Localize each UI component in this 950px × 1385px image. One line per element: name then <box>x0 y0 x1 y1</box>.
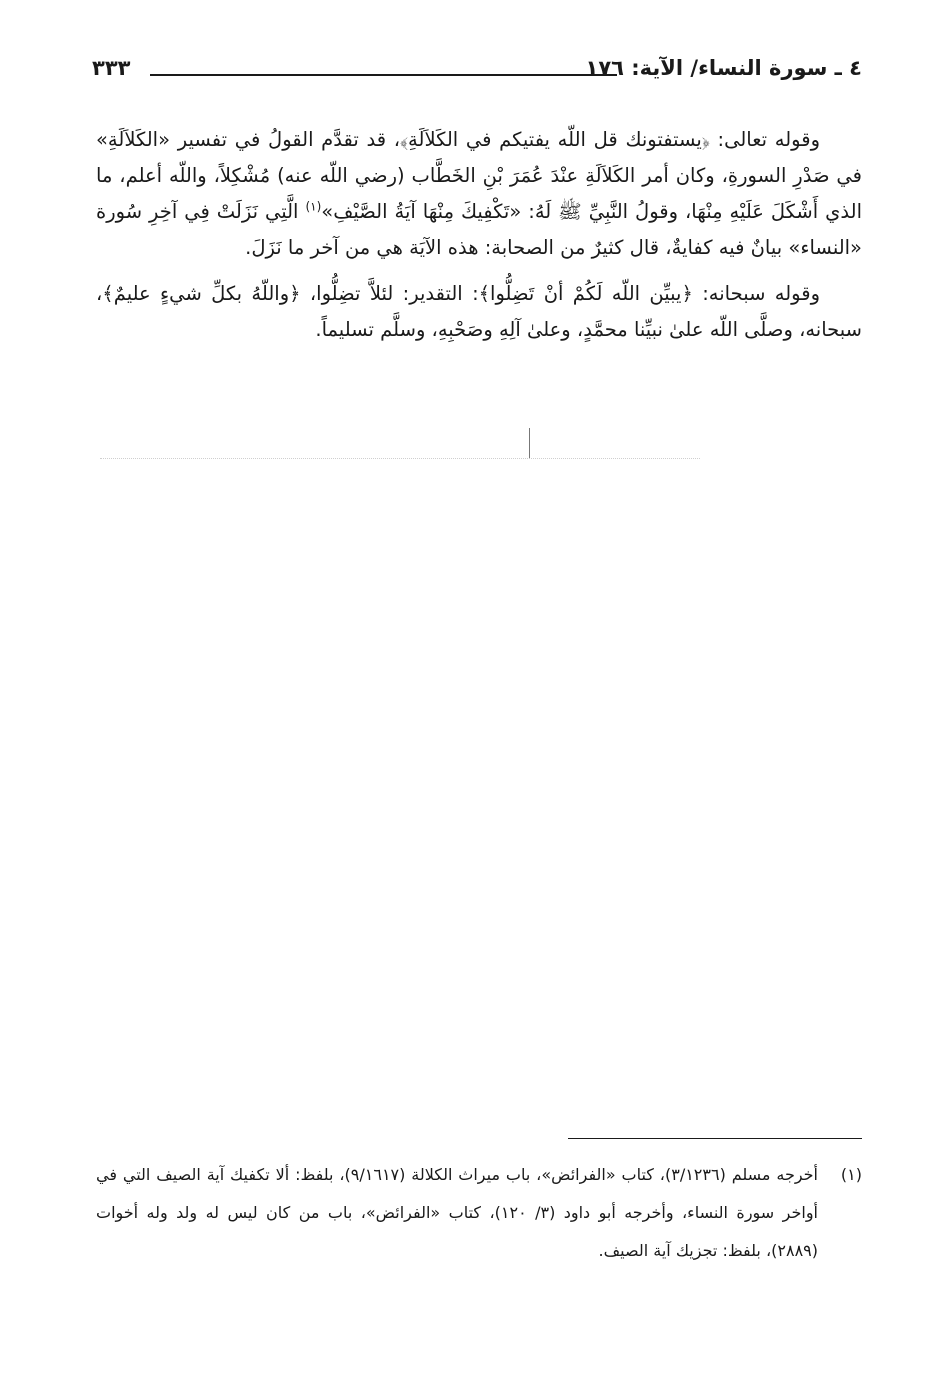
footnote-reference: (١) <box>305 199 322 214</box>
scan-artifact-line <box>529 428 530 458</box>
paragraph-2 <box>96 276 862 348</box>
main-text <box>96 122 862 358</box>
footnote-1 <box>96 1156 862 1270</box>
paragraph-2-text: وقوله سبحانه: ﴿يبيِّن اللّه لَكُمْ أنْ تَضِلُّوا﴾: التقدير: لئلاَّ تضِلُّوا، ﴿واللّهُ بكلِّ شيءٍ عليمٌ﴾، سبحانه، وصلَّى اللّه علىٰ نبيِّنا محمَّدٍ، وعلىٰ آلِهِ وصَحْبِهِ، وسلَّم تسليماً. <box>96 282 862 341</box>
footnote-text: أخرجه مسلم (٣/١٢٣٦)، كتاب «الفرائض»، باب ميراث الكلالة (٩/١٦١٧)، بلفظ: ألا تكفيك آية الصيف التي في أواخر سورة النساء، وأخرجه أبو داود (٣/ ١٢٠)، كتاب «الفرائض»، باب من كان ليس له ولد وله أخوات (٢٨٨٩)، بلفظ: تجزيك آية الصيف. <box>96 1165 818 1260</box>
header-title: ٤ ـ سورة النساء/ الآية: ١٧٦ <box>585 56 862 80</box>
running-header <box>92 56 862 96</box>
footnote-number: (١) <box>840 1165 862 1184</box>
paragraph-1-continuation: الَّتِي نَزَلَتْ فِي آخِرِ سُورة «النساء» بيانٌ فيه كفايةٌ، قال كثيرٌ من الصحابة: هذه الآيَة هي من آخر ما نَزَلَ. <box>96 200 862 259</box>
header-rule <box>150 74 617 76</box>
paragraph-1 <box>96 122 862 266</box>
footnote-separator <box>568 1138 862 1139</box>
page-number: ٣٣٣ <box>92 56 131 80</box>
paragraph-1-text: وقوله تعالى: ﴿يستفتونك قل اللّه يفتيكم في الكَلاَلَةِ﴾، قد تقدَّم القولُ في تفسير «الكَلاَلَةِ» في صَدْرِ السورةِ، وكان أمر الكَلاَلَةِ عنْدَ عُمَرَ بْنِ الخَطَّاب (رضي اللّه عنه) مُشْكِلاً، واللّه أعلم، ما الذي أَشْكَلَ عَلَيْهِ مِنْهَا، وقولُ النَّبِيِّ ﷺ لَهُ: «تَكْفِيكَ مِنْهَا آيَةُ الصَّيْفِ» <box>96 128 862 223</box>
scan-artifact-dots <box>100 458 700 459</box>
